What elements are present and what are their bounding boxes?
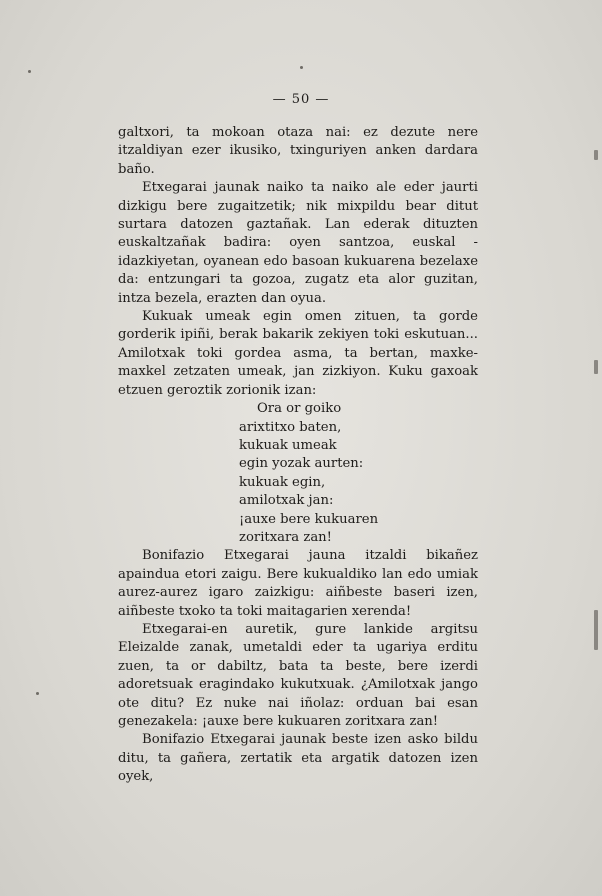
edge-mark [594,150,598,160]
verse-line: zoritxara zan! [239,529,332,545]
verse-line: arixtitxo baten, [239,419,342,435]
paragraph-2: Etxegarai jaunak naiko ta naiko ale eder jaurti dizkigu bere zugaitzetik; nik mixpildu bear ditut surtara datozen gaztañak. Lan ederak dituzten euskaltzañak badira: oyen santzoa, euskal - idazkiyetan, oyanean edo basoan kukuarena bezelaxe da: entzungari ta gozoa, zugatz eta alor guzitan, intza bezela, erazten dan oyua. [118,180,478,306]
page-number: — 50 — [272,92,330,107]
paper-speck [28,70,31,73]
paragraph-4: Bonifazio Etxegarai jauna itzaldi bikañez apaindua etori zaigu. Bere kukualdiko lan edo umiak aurez-aurez igaro zaizkigu: aiñbeste baseri izen, aiñbeste txoko ta toki maitagarien xerenda! [118,548,478,619]
verse-block [118,400,478,547]
body-text [118,124,478,787]
paragraph-1: galtxori, ta mokoan otaza nai: ez dezute nere itzaldiyan ezer ikusiko, txinguriyen anken dardara baño. [118,125,478,177]
paragraph-5: Etxegarai-en auretik, gure lankide argitsu Eleizalde zanak, umetaldi eder ta ugariya erditu zuen, ta or dabiltz, bata ta beste, bere izerdi adoretsuak eragindako kukutxuak. ¿Amilotxak jango ote ditu? Ez nuke nai iñolaz: orduan bai esan genezakela: ¡auxe bere kukuaren zoritxara zan! [118,621,478,729]
paragraph-3: Kukuak umeak egin omen zituen, ta gorde gorderik ipiñi, berak bakarik zekiyen toki eskutuan... Amilotxak toki gordea asma, ta bertan, maxke-maxkel zetzaten umeak, jan zizkiyon. Kuku gaxoak etzuen geroztik zorionik izan: [118,309,478,398]
verse-line: amilotxak jan: [239,493,334,509]
verse-line: egin yozak aurten: [239,456,364,472]
verse-line: kukuak umeak [239,437,337,453]
paragraph-6: Bonifazio Etxegarai jaunak beste izen asko bildu ditu, ta gañera, zertatik eta argatik datozen izen oyek, [118,732,478,785]
edge-mark [594,360,598,374]
verse-line: kukuak egin, [239,474,326,490]
edge-mark [594,610,598,650]
verse-line: Ora or goiko [257,401,342,417]
verse-line: ¡auxe bere kukuaren [239,511,379,527]
paper-speck [300,66,303,69]
paper-speck [36,692,39,695]
